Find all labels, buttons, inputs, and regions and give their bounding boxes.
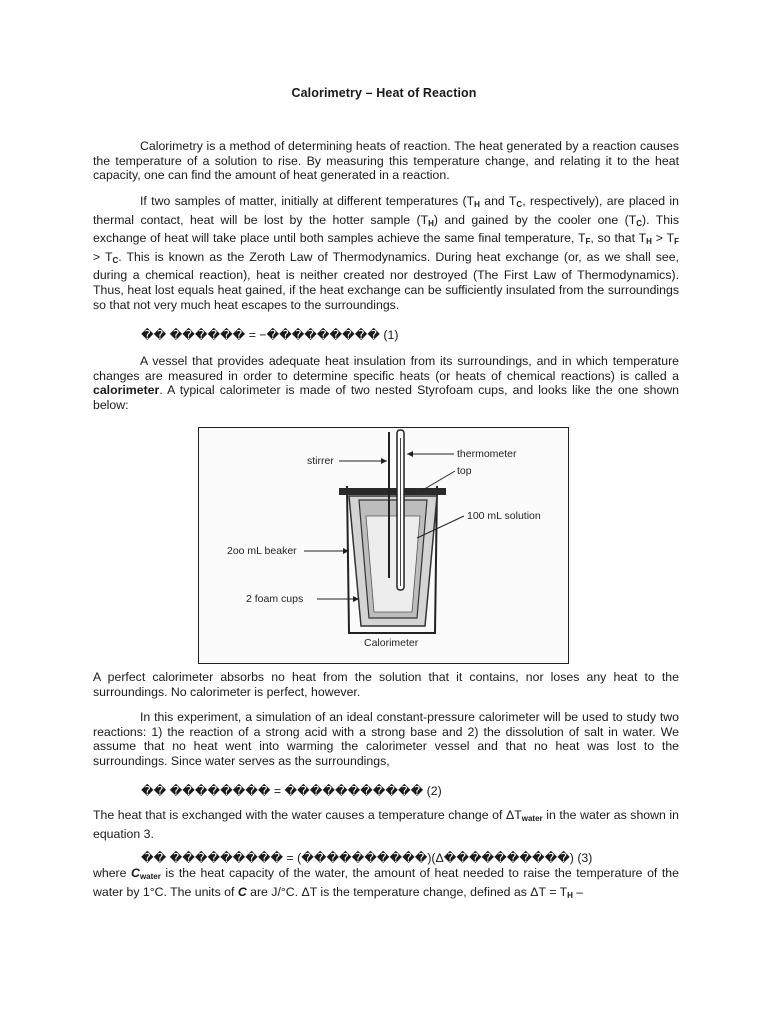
- solution: [366, 516, 420, 612]
- figure-caption: Calorimeter: [364, 637, 419, 649]
- paragraph-heat-exchange: The heat that is exchanged with the water causes a temperature change of $\Delta T_{water}$ in the water as shown in equation 3.: [93, 808, 680, 841]
- paragraph-intro: Calorimetry is a method of determining heats of reaction. The heat generated by a reaction causes the temperature of a solution to rise. By measuring this temperature change, and relating it to the heat capacity, one can find the amount of heat generated in a reaction.: [93, 139, 679, 183]
- paragraph-zeroth-law: If two samples of matter, initially at different temperatures ($T_H$ and $T_C$, respectively), are placed in thermal contact, heat will be lost by the hotter sample $(T_H)$ and gained by the cooler one $(T_C)$. This exchange of heat will take place until both samples achieve the same final temperature, $T_F$, so that $T_H > T_F > T_C$. This is known as the Zeroth Law of Thermodynamics. During heat exchange (or, as we shall see, during a chemical reaction), heat is neither created nor destroyed (The First Law of Thermodynamics). Thus, heat lost equals heat gained, if the heat exchange can be sufficiently insulated from the surroundings so that not very much heat escapes to the surroundings.: [93, 194, 679, 312]
- equation-1: �� ������ = −��������� (1): [141, 328, 399, 342]
- paragraph-calorimeter: A vessel that provides adequate heat insulation from its surroundings, and in which temperature changes are measured in order to determine specific heats (or heats of chemical reactions) is called a calorimeter. A typical calorimeter is made of two nested Styrofoam cups, and looks like the one shown below:: [93, 354, 679, 412]
- paragraph-heat-capacity: where $C_{water}$ is the heat capacity of the water, the amount of heat needed to raise the temperature of the water by 1°C. The units of C are J/°C. ΔT is the temperature change, defined as $\Delta T = T_H$ –: [93, 866, 679, 900]
- paragraph-perfect-calorimeter: A perfect calorimeter absorbs no heat from the solution that it contains, nor loses any heat to the surroundings. No calorimeter is perfect, however.: [93, 670, 679, 699]
- paragraph-experiment: In this experiment, a simulation of an ideal constant-pressure calorimeter will be used to study two reactions: 1) the reaction of a strong acid with a strong base and 2) the dissolution of salt in water. We assume that no heat went into warming the calorimeter vessel and that no heat was lost to the surroundings. Since water serves as the surroundings,: [93, 710, 679, 768]
- label-foam-cups: 2 foam cups: [246, 593, 304, 605]
- equation-3: �� ��������� = (����������)(Δ����������) (3): [141, 851, 593, 865]
- equation-2: �� �������� = ����������� (2): [141, 784, 442, 798]
- calorimeter-diagram: [199, 428, 568, 663]
- label-top: top: [457, 465, 472, 477]
- label-solution: 100 mL solution: [467, 510, 541, 522]
- label-stirrer: stirrer: [307, 455, 334, 467]
- label-beaker: 2oo mL beaker: [227, 545, 297, 557]
- calorimeter-figure: [198, 427, 569, 664]
- document-title: Calorimetry – Heat of Reaction: [291, 86, 477, 100]
- calorimeter-top: [339, 488, 446, 495]
- label-thermometer: thermometer: [457, 448, 517, 460]
